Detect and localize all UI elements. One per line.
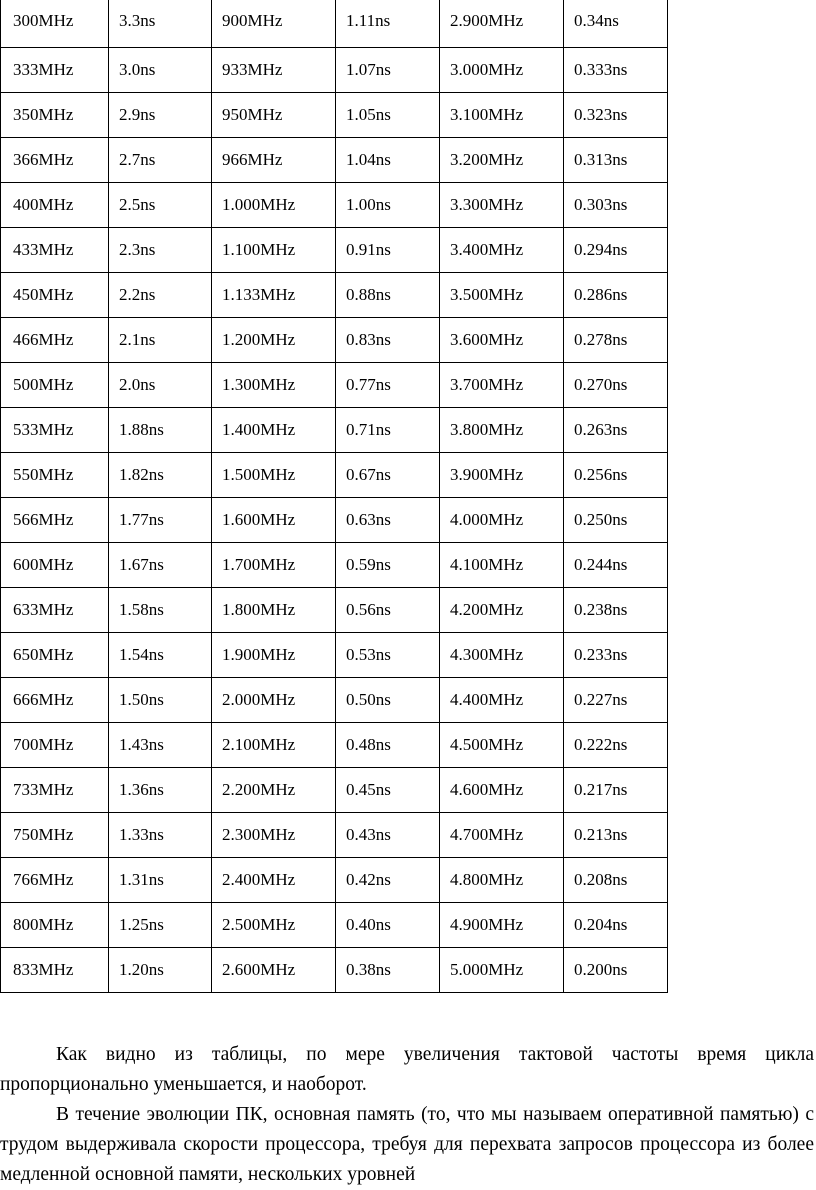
table-row	[1, 227, 668, 272]
frequency-cell: 750MHz	[1, 812, 109, 857]
cycle-time-cell: 0.63ns	[336, 497, 440, 542]
frequency-cell: 966MHz	[212, 137, 336, 182]
frequency-cell: 1.500MHz	[212, 452, 336, 497]
table-row	[1, 407, 668, 452]
cycle-time-cell: 1.00ns	[336, 182, 440, 227]
cycle-time-cell: 0.217ns	[564, 767, 668, 812]
frequency-cell: 4.000MHz	[440, 497, 564, 542]
cycle-time-cell: 1.07ns	[336, 47, 440, 92]
cycle-time-cell: 1.58ns	[109, 587, 212, 632]
paragraph-conclusion: Как видно из таблицы, по мере увеличения тактовой частоты время цикла пропорционально уменьшается, и наоборот.	[0, 1044, 814, 1095]
table-row	[1, 542, 668, 587]
frequency-cell: 1.600MHz	[212, 497, 336, 542]
cycle-time-cell: 0.88ns	[336, 272, 440, 317]
frequency-cell: 1.300MHz	[212, 362, 336, 407]
table-row	[1, 812, 668, 857]
cycle-time-cell: 0.250ns	[564, 497, 668, 542]
frequency-cell: 4.200MHz	[440, 587, 564, 632]
frequency-cell: 3.000MHz	[440, 47, 564, 92]
cycle-time-cell: 0.333ns	[564, 47, 668, 92]
cycle-time-cell: 0.45ns	[336, 767, 440, 812]
cycle-time-cell: 0.204ns	[564, 902, 668, 947]
cycle-time-cell: 1.43ns	[109, 722, 212, 767]
cycle-time-cell: 0.71ns	[336, 407, 440, 452]
frequency-cell: 766MHz	[1, 857, 109, 902]
cycle-time-cell: 0.208ns	[564, 857, 668, 902]
cycle-time-cell: 0.222ns	[564, 722, 668, 767]
cycle-time-cell: 2.1ns	[109, 317, 212, 362]
frequency-cell: 833MHz	[1, 947, 109, 992]
frequency-cell: 350MHz	[1, 92, 109, 137]
frequency-cell: 950MHz	[212, 92, 336, 137]
frequency-cell: 2.400MHz	[212, 857, 336, 902]
cycle-time-cell: 1.77ns	[109, 497, 212, 542]
frequency-cell: 1.000MHz	[212, 182, 336, 227]
frequency-cell: 300MHz	[1, 0, 109, 47]
table-row	[1, 947, 668, 992]
frequency-cell: 666MHz	[1, 677, 109, 722]
cycle-time-cell: 0.83ns	[336, 317, 440, 362]
cycle-time-cell: 0.59ns	[336, 542, 440, 587]
frequency-cell: 5.000MHz	[440, 947, 564, 992]
cycle-time-cell: 0.244ns	[564, 542, 668, 587]
cycle-time-cell: 0.43ns	[336, 812, 440, 857]
frequency-cell: 4.100MHz	[440, 542, 564, 587]
frequency-cell: 4.500MHz	[440, 722, 564, 767]
cycle-time-cell: 0.270ns	[564, 362, 668, 407]
body-text	[0, 1040, 814, 1190]
cycle-time-cell: 1.20ns	[109, 947, 212, 992]
frequency-cell: 400MHz	[1, 182, 109, 227]
frequency-cell: 533MHz	[1, 407, 109, 452]
frequency-cell: 500MHz	[1, 362, 109, 407]
frequency-cell: 450MHz	[1, 272, 109, 317]
frequency-cell: 3.500MHz	[440, 272, 564, 317]
frequency-cell: 733MHz	[1, 767, 109, 812]
cycle-time-cell: 2.2ns	[109, 272, 212, 317]
table-row	[1, 587, 668, 632]
cycle-time-cell: 1.33ns	[109, 812, 212, 857]
frequency-cell: 650MHz	[1, 632, 109, 677]
cycle-time-cell: 0.34ns	[564, 0, 668, 47]
frequency-cell: 3.800MHz	[440, 407, 564, 452]
frequency-cell: 3.900MHz	[440, 452, 564, 497]
frequency-cell: 550MHz	[1, 452, 109, 497]
cycle-time-cell: 1.05ns	[336, 92, 440, 137]
frequency-cell: 566MHz	[1, 497, 109, 542]
cycle-time-cell: 1.04ns	[336, 137, 440, 182]
cycle-time-cell: 2.3ns	[109, 227, 212, 272]
cycle-time-cell: 0.303ns	[564, 182, 668, 227]
frequency-cell: 900MHz	[212, 0, 336, 47]
cycle-time-cell: 2.7ns	[109, 137, 212, 182]
frequency-cell: 4.800MHz	[440, 857, 564, 902]
table-row	[1, 317, 668, 362]
frequency-cell: 933MHz	[212, 47, 336, 92]
table-row	[1, 632, 668, 677]
frequency-cell: 600MHz	[1, 542, 109, 587]
cycle-time-cell: 3.3ns	[109, 0, 212, 47]
table-row	[1, 272, 668, 317]
cycle-time-cell: 0.56ns	[336, 587, 440, 632]
cycle-time-cell: 1.82ns	[109, 452, 212, 497]
frequency-cell: 4.400MHz	[440, 677, 564, 722]
frequency-cell: 1.800MHz	[212, 587, 336, 632]
frequency-cell: 433MHz	[1, 227, 109, 272]
cycle-time-cell: 2.9ns	[109, 92, 212, 137]
frequency-cell: 333MHz	[1, 47, 109, 92]
cycle-time-cell: 1.67ns	[109, 542, 212, 587]
frequency-cell: 800MHz	[1, 902, 109, 947]
table-body	[1, 0, 668, 992]
cycle-time-cell: 0.53ns	[336, 632, 440, 677]
cycle-time-cell: 0.294ns	[564, 227, 668, 272]
frequency-cell: 3.600MHz	[440, 317, 564, 362]
cycle-time-cell: 0.48ns	[336, 722, 440, 767]
frequency-cell: 4.600MHz	[440, 767, 564, 812]
frequency-cell: 1.900MHz	[212, 632, 336, 677]
frequency-cell: 4.300MHz	[440, 632, 564, 677]
frequency-cell: 2.200MHz	[212, 767, 336, 812]
table-row	[1, 722, 668, 767]
table-row	[1, 0, 668, 47]
cycle-time-cell: 1.31ns	[109, 857, 212, 902]
cycle-time-cell: 1.54ns	[109, 632, 212, 677]
frequency-cell: 1.400MHz	[212, 407, 336, 452]
cycle-time-cell: 0.263ns	[564, 407, 668, 452]
cycle-time-cell: 0.40ns	[336, 902, 440, 947]
frequency-cell: 366MHz	[1, 137, 109, 182]
frequency-cell: 1.133MHz	[212, 272, 336, 317]
cycle-time-cell: 0.323ns	[564, 92, 668, 137]
cycle-time-cell: 0.313ns	[564, 137, 668, 182]
frequency-cell: 3.700MHz	[440, 362, 564, 407]
cycle-time-cell: 0.77ns	[336, 362, 440, 407]
frequency-cell: 466MHz	[1, 317, 109, 362]
cycle-time-cell: 0.42ns	[336, 857, 440, 902]
frequency-cell: 3.300MHz	[440, 182, 564, 227]
cycle-time-cell: 0.67ns	[336, 452, 440, 497]
cycle-time-cell: 0.50ns	[336, 677, 440, 722]
table-row	[1, 362, 668, 407]
cycle-time-cell: 2.5ns	[109, 182, 212, 227]
frequency-cell: 1.700MHz	[212, 542, 336, 587]
frequency-cell: 1.100MHz	[212, 227, 336, 272]
cycle-time-cell: 1.11ns	[336, 0, 440, 47]
table-row	[1, 902, 668, 947]
frequency-cell: 4.900MHz	[440, 902, 564, 947]
cycle-time-cell: 0.38ns	[336, 947, 440, 992]
cycle-time-cell: 1.25ns	[109, 902, 212, 947]
frequency-cell: 2.300MHz	[212, 812, 336, 857]
frequency-cell: 700MHz	[1, 722, 109, 767]
frequency-cell: 2.100MHz	[212, 722, 336, 767]
cycle-time-cell: 0.256ns	[564, 452, 668, 497]
cycle-time-cell: 0.213ns	[564, 812, 668, 857]
frequency-cell: 2.900MHz	[440, 0, 564, 47]
table-row	[1, 47, 668, 92]
frequency-cell: 2.600MHz	[212, 947, 336, 992]
cycle-time-cell: 0.286ns	[564, 272, 668, 317]
frequency-cell: 2.500MHz	[212, 902, 336, 947]
frequency-cell: 2.000MHz	[212, 677, 336, 722]
cycle-time-cell: 0.278ns	[564, 317, 668, 362]
frequency-cell: 633MHz	[1, 587, 109, 632]
frequency-cell: 1.200MHz	[212, 317, 336, 362]
table-row	[1, 137, 668, 182]
table-row	[1, 452, 668, 497]
cycle-time-cell: 0.238ns	[564, 587, 668, 632]
cycle-time-cell: 1.88ns	[109, 407, 212, 452]
table-row	[1, 767, 668, 812]
table-row	[1, 857, 668, 902]
cycle-time-cell: 0.200ns	[564, 947, 668, 992]
table-row	[1, 92, 668, 137]
frequency-cell: 4.700MHz	[440, 812, 564, 857]
table-row	[1, 677, 668, 722]
table-row	[1, 497, 668, 542]
cycle-time-cell: 0.91ns	[336, 227, 440, 272]
frequency-cell: 3.100MHz	[440, 92, 564, 137]
cycle-time-cell: 1.50ns	[109, 677, 212, 722]
cycle-time-cell: 0.227ns	[564, 677, 668, 722]
cycle-time-cell: 0.233ns	[564, 632, 668, 677]
cycle-time-cell: 3.0ns	[109, 47, 212, 92]
cycle-time-cell: 1.36ns	[109, 767, 212, 812]
paragraph-memory-evolution: В течение эволюции ПК, основная память (то, что мы называем оперативной памятью) с трудом выдерживала скорости процессора, требуя для перехвата запросов процессора из более медленной основной памяти, нескольких уровней	[0, 1104, 814, 1185]
frequency-cell: 3.200MHz	[440, 137, 564, 182]
table-row	[1, 182, 668, 227]
cycle-time-cell: 2.0ns	[109, 362, 212, 407]
frequency-cell: 3.400MHz	[440, 227, 564, 272]
